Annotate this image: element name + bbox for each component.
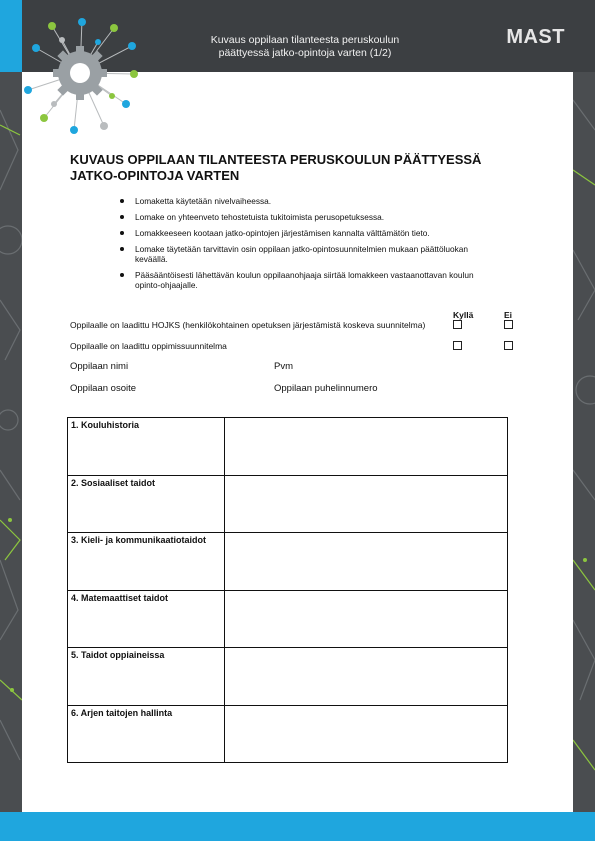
section-label: 3. Kieli- ja kommunikaatiotaidot xyxy=(68,533,225,591)
header-title-line2: päättyessä jatko-opintoja varten (1/2) xyxy=(218,47,392,59)
student-address-label: Oppilaan osoite xyxy=(70,383,137,394)
list-item: Pääsääntöisesti lähettävän koulun oppilaanohjaaja siirtää lomakkeen vastaanottavan koulun opinto-ohjaajalle. xyxy=(120,270,490,290)
learning-plan-no-checkbox[interactable] xyxy=(504,341,513,350)
section-label: 5. Taidot oppiaineissa xyxy=(68,648,225,706)
table-row xyxy=(68,648,508,706)
list-item: Lomakkeeseen kootaan jatko-opintojen järjestämisen kannalta välttämätön tieto. xyxy=(120,228,490,238)
section-answer-field[interactable] xyxy=(225,705,508,763)
brand-logo-text: MAST xyxy=(506,26,565,48)
header-title xyxy=(170,34,440,60)
table-row xyxy=(68,590,508,648)
hojks-no-checkbox[interactable] xyxy=(504,320,513,329)
column-header-yes: Kyllä xyxy=(453,310,474,320)
hojks-yes-checkbox[interactable] xyxy=(453,320,462,329)
gear-logo-icon xyxy=(22,18,140,136)
learning-plan-yes-checkbox[interactable] xyxy=(453,341,462,350)
list-item: Lomake on yhteenveto tehostetuista tukitoimista perusopetuksessa. xyxy=(120,212,490,222)
section-answer-field[interactable] xyxy=(225,533,508,591)
section-answer-field[interactable] xyxy=(225,590,508,648)
table-row xyxy=(68,533,508,591)
document-title-line2: JATKO-OPINTOJA VARTEN xyxy=(70,168,240,183)
skills-table xyxy=(67,417,508,763)
instructions-list xyxy=(120,196,490,296)
footer-band xyxy=(0,812,595,841)
date-label: Pvm xyxy=(274,361,293,372)
list-item: Lomake täytetään tarvittavin osin oppilaan jatko-opintosuunnitelmien mukaan päättöluokan keväällä. xyxy=(120,244,490,264)
section-label: 1. Kouluhistoria xyxy=(68,418,225,476)
section-label: 2. Sosiaaliset taidot xyxy=(68,475,225,533)
section-answer-field[interactable] xyxy=(225,648,508,706)
table-row xyxy=(68,475,508,533)
document-title xyxy=(70,152,540,184)
header-title-line1: Kuvaus oppilaan tilanteesta peruskoulun xyxy=(210,34,400,46)
section-label: 4. Matemaattiset taidot xyxy=(68,590,225,648)
question-hojks: Oppilaalle on laadittu HOJKS (henkilökohtainen opetuksen järjestämistä koskeva suunnitelma) xyxy=(70,320,426,330)
student-phone-label: Oppilaan puhelinnumero xyxy=(274,383,378,394)
question-learning-plan: Oppilaalle on laadittu oppimissuunnitelma xyxy=(70,341,227,351)
section-answer-field[interactable] xyxy=(225,418,508,476)
student-name-label: Oppilaan nimi xyxy=(70,361,129,372)
header-accent-strip xyxy=(0,0,22,72)
section-answer-field[interactable] xyxy=(225,475,508,533)
document-title-line1: KUVAUS OPPILAAN TILANTEESTA PERUSKOULUN PÄÄTTYESSÄ xyxy=(70,152,482,167)
section-label: 6. Arjen taitojen hallinta xyxy=(68,705,225,763)
table-row xyxy=(68,418,508,476)
column-header-no: Ei xyxy=(504,310,513,320)
table-row xyxy=(68,705,508,763)
list-item: Lomaketta käytetään nivelvaiheessa. xyxy=(120,196,490,206)
